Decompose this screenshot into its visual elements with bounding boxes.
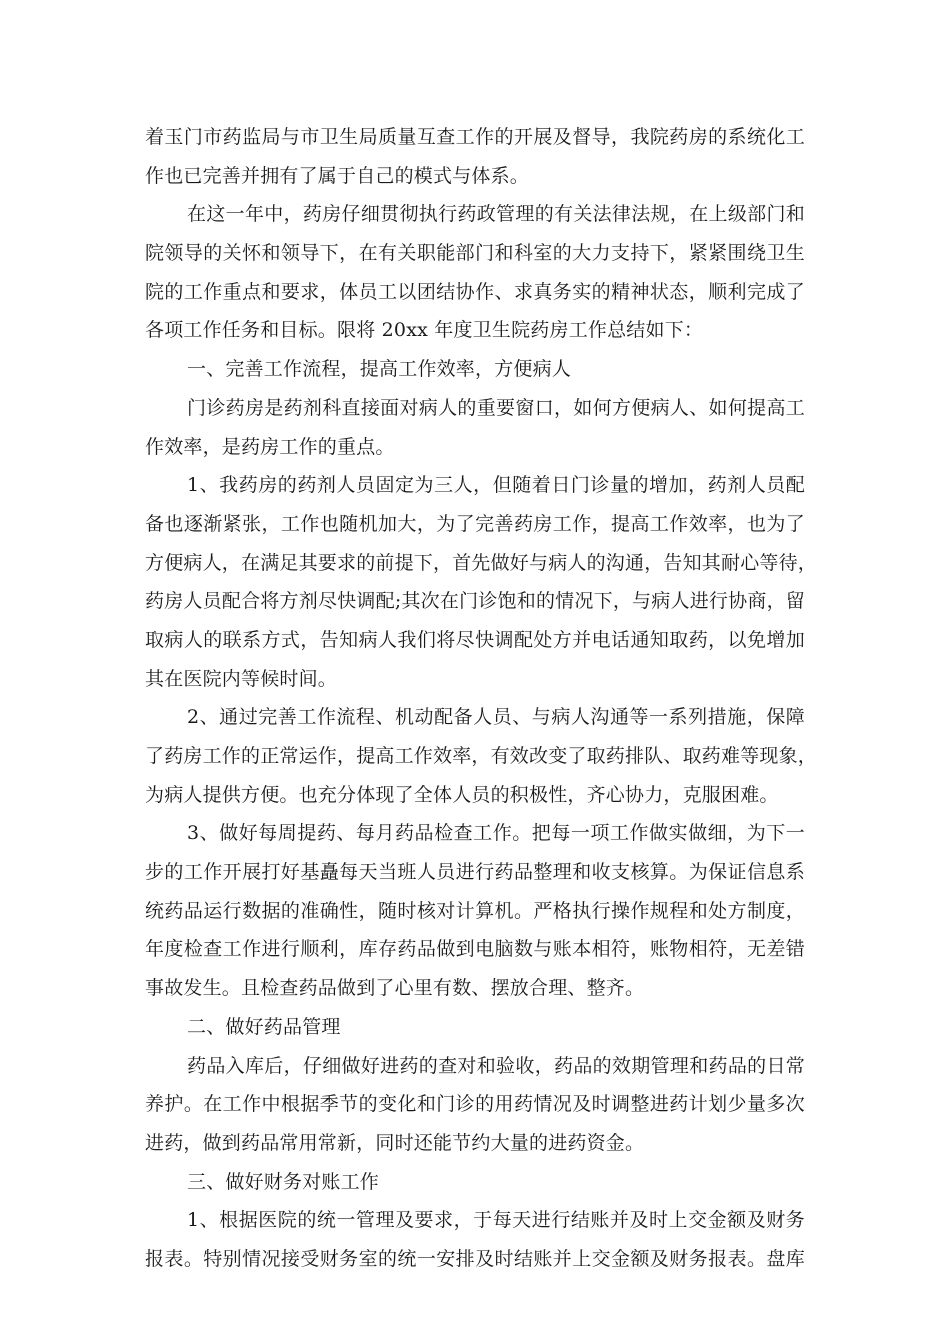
- paragraph-first-line: 三、做好财务对账工作: [187, 1170, 380, 1193]
- paragraph-first-line: 2、通过完善工作流程、机动配备人员、与病人沟通等一系列措施，保障: [187, 706, 805, 729]
- text-line: 步的工作开展打好基矗每天当班人员进行药品整理和收支核算。为保证信息系: [145, 861, 805, 884]
- text-line: 取病人的联系方式，告知病人我们将尽快调配处方并电话通知取药，以免增加: [145, 628, 805, 651]
- text-line: 作也已完善并拥有了属于自己的模式与体系。: [145, 164, 530, 187]
- text-line: 事故发生。且检查药品做到了心里有数、摆放合理、整齐。: [145, 977, 645, 1000]
- paragraph-first-line: 3、做好每周提药、每月药品检查工作。把每一项工作做实做细，为下一: [187, 822, 805, 845]
- text-line: 院的工作重点和要求，体员工以团结协作、求真务实的精神状态，顺利完成了: [145, 280, 805, 303]
- text-line: 备也逐渐紧张，工作也随机加大，为了完善药房工作，提高工作效率，也为了: [145, 512, 805, 535]
- text-line: 方便病人，在满足其要求的前提下，首先做好与病人的沟通，告知其耐心等待，: [145, 551, 818, 574]
- text-line: 报表。特别情况接受财务室的统一安排及时结账并上交金额及财务报表。盘库: [145, 1247, 805, 1270]
- paragraph-first-line: 一、完善工作流程，提高工作效率，方便病人: [187, 358, 572, 381]
- document-body: [145, 118, 818, 1279]
- text-line: 年度检查工作进行顺利，库存药品做到电脑数与账本相符，账物相符，无差错: [145, 938, 805, 961]
- paragraph-first-line: 门诊药房是药剂科直接面对病人的重要窗口，如何方便病人、如何提高工: [187, 396, 805, 419]
- text-line: 进药，做到药品常用常新，同时还能节约大量的进药资金。: [145, 1131, 645, 1154]
- paragraph-first-line: 在这一年中，药房仔细贯彻执行药政管理的有关法律法规，在上级部门和: [187, 203, 805, 226]
- paragraph-first-line: 1、我药房的药剂人员固定为三人，但随着日门诊量的增加，药剂人员配: [187, 474, 805, 497]
- paragraph-first-line: 药品入库后，仔细做好进药的查对和验收，药品的效期管理和药品的日常: [187, 1054, 805, 1077]
- text-line: 统药品运行数据的准确性，随时核对计算机。严格执行操作规程和处方制度，: [145, 899, 805, 922]
- text-line: 养护。在工作中根据季节的变化和门诊的用药情况及时调整进药计划少量多次: [145, 1093, 805, 1116]
- text-line: 院领导的关怀和领导下，在有关职能部门和科室的大力支持下，紧紧围绕卫生: [145, 242, 805, 265]
- text-line: 着玉门市药监局与市卫生局质量互查工作的开展及督导，我院药房的系统化工: [145, 126, 805, 148]
- text-line: 各项工作任务和目标。限将 20xx 年度卫生院药房工作总结如下：: [145, 319, 704, 342]
- text-line: 了药房工作的正常运作，提高工作效率，有效改变了取药排队、取药难等现象，: [145, 745, 818, 767]
- text-line: 药房人员配合将方剂尽快调配;其次在门诊饱和的情况下，与病人进行协商，留: [145, 590, 805, 613]
- text-line: 为病人提供方便。也充分体现了全体人员的积极性，齐心协力，克服困难。: [145, 783, 779, 806]
- text-line: 其在医院内等候时间。: [145, 667, 338, 690]
- text-line: 作效率，是药房工作的重点。: [145, 435, 395, 458]
- paragraph-first-line: 1、根据医院的统一管理及要求，于每天进行结账并及时上交金额及财务: [187, 1209, 805, 1232]
- paragraph-first-line: 二、做好药品管理: [187, 1015, 341, 1038]
